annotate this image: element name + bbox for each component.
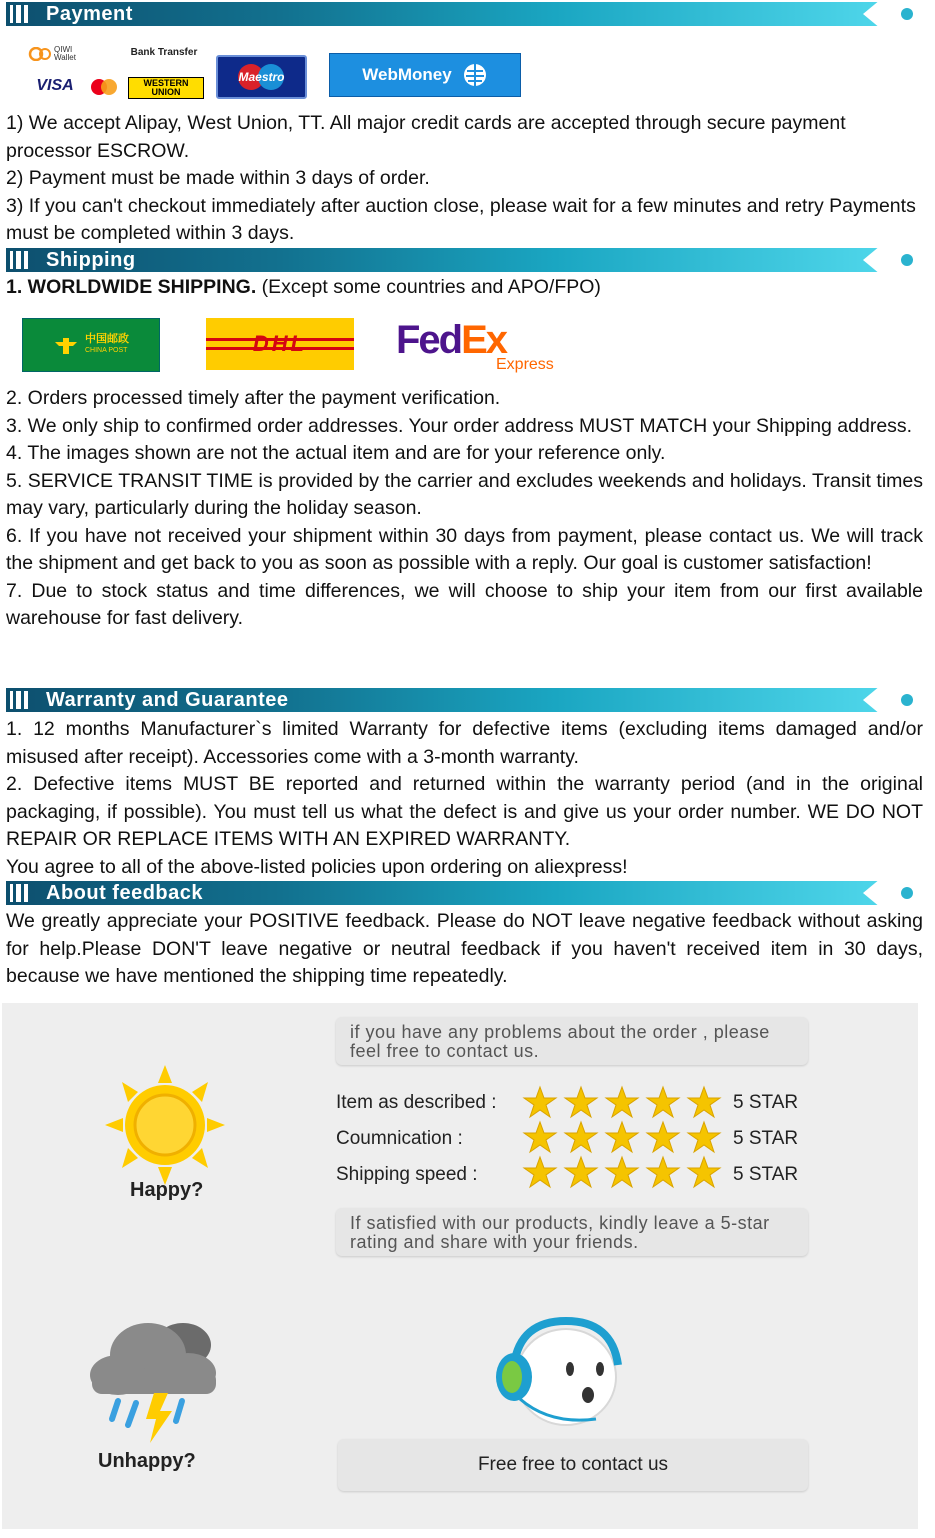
- shipping-title: Shipping: [46, 249, 136, 271]
- visa-logo: [30, 76, 80, 96]
- maestro-logo: [216, 55, 307, 99]
- dhl-label: DHL: [252, 331, 308, 356]
- warranty-title: Warranty and Guarantee: [46, 689, 289, 711]
- star-rating-described: [522, 1085, 722, 1121]
- about-feedback-header: [6, 881, 921, 905]
- shipping-line-7: 7. Due to stock status and time differences, we will choose to ship your item from our first available warehouse for fast delivery.: [6, 579, 923, 629]
- china-post-icon: [53, 334, 79, 356]
- shipping-line-2: 2. Orders processed timely after the payment verification.: [6, 387, 501, 409]
- arrow-tab-icon: [863, 2, 921, 26]
- warranty-text: [6, 716, 923, 881]
- fedex-ex: Ex: [461, 318, 507, 362]
- payment-line-2: 2) Payment must be made within 3 days of order.: [6, 167, 430, 189]
- shipping-first: [6, 274, 923, 302]
- dhl-logo: [206, 318, 354, 370]
- bars-icon: [10, 691, 31, 709]
- sun-icon: [100, 1065, 230, 1185]
- feedback-panel: [2, 1003, 918, 1529]
- shipping-first-bold: 1. WORLDWIDE SHIPPING.: [6, 276, 257, 298]
- shipping-header: [6, 248, 921, 272]
- fedex-logo: [396, 318, 592, 376]
- shipping-line-4: 4. The images shown are not the actual item and are for your reference only.: [6, 442, 666, 464]
- contact-us-button[interactable]: Free free to contact us: [338, 1439, 808, 1491]
- payment-title: Payment: [46, 3, 133, 25]
- arrow-tab-icon: [863, 688, 921, 712]
- about-feedback-paragraph: We greatly appreciate your POSITIVE feedback. Please do NOT leave negative feedback without asking for help.Please DON'T leave negative or neutral feedback if you haven't received item in 30 days, because we have mentioned the shipping time repeatedly.: [6, 910, 923, 987]
- warranty-line-3: You agree to all of the above-listed policies upon ordering on aliexpress!: [6, 855, 628, 878]
- globe-icon: [462, 62, 488, 88]
- arrow-tab-icon: [863, 881, 921, 905]
- arrow-tab-icon: [863, 248, 921, 272]
- contact-note: if you have any problems about the order , please feel free to contact us.: [336, 1017, 808, 1065]
- maestro-label: Maestro: [238, 70, 285, 84]
- rating-label-communication: Coumnication :: [336, 1128, 463, 1149]
- shipping-first-rest: (Except some countries and APO/FPO): [256, 276, 601, 298]
- bars-icon: [10, 884, 31, 902]
- star-rating-communication: [522, 1120, 722, 1156]
- qiwi-label: QIWI Wallet: [54, 45, 76, 62]
- customer-service-icon: [490, 1315, 634, 1433]
- china-post-cn: 中国邮政: [85, 333, 129, 345]
- rating-request-note: If satisfied with our products, kindly leave a 5-star rating and share with your friends.: [336, 1208, 808, 1256]
- payment-line-3: 3) If you can't checkout immediately after auction close, please wait for a few minutes and retry Payments must be completed within 3 days.: [6, 194, 916, 244]
- fedex-sub: Express: [496, 356, 554, 373]
- rating-value-shipping: 5 STAR: [733, 1164, 799, 1185]
- western-union-label: WESTERN UNION: [143, 78, 189, 97]
- rating-value-described: 5 STAR: [733, 1092, 799, 1113]
- happy-label: Happy?: [130, 1179, 204, 1201]
- rating-value-communication: 5 STAR: [733, 1128, 799, 1149]
- qiwi-logo: [28, 44, 106, 64]
- webmoney-logo: [329, 53, 521, 97]
- payment-header: [6, 2, 921, 26]
- china-post-logo: [22, 318, 160, 372]
- shipping-line-6: 6. If you have not received your shipment within 30 days from payment, please contact us. We will track the shipment and get back to you as soon as possible with a reply. Our goal is customer satisfaction!: [6, 524, 923, 574]
- about-feedback-title: About feedback: [46, 882, 204, 904]
- bars-icon: [10, 5, 31, 23]
- rating-label-shipping: Shipping speed :: [336, 1164, 478, 1185]
- unhappy-label: Unhappy?: [98, 1450, 196, 1472]
- visa-label: VISA: [36, 77, 74, 94]
- mastercard-icon: [84, 78, 124, 96]
- bank-transfer-logo: [122, 44, 206, 60]
- star-rating-shipping: [522, 1155, 722, 1191]
- payment-text: [6, 110, 923, 248]
- stars-row: [524, 1087, 720, 1117]
- fedex-fed: Fed: [396, 318, 462, 362]
- about-feedback-text: [6, 908, 923, 991]
- shipping-line-5: 5. SERVICE TRANSIT TIME is provided by the carrier and excludes weekends and holidays. Transit times may vary, particularly during the holiday season.: [6, 469, 923, 519]
- warranty-line-2: 2. Defective items MUST BE reported and returned within the warranty period (and in the original packaging, if possible). You must tell us what the defect is and give us your order number. WE DO NOT REPAIR OR REPLACE ITEMS WITH AN EXPIRED WARRANTY.: [6, 773, 923, 850]
- western-union-logo: [128, 77, 204, 99]
- rating-label-described: Item as described :: [336, 1092, 497, 1113]
- webmoney-label: WebMoney: [362, 65, 452, 84]
- payment-line-1: 1) We accept Alipay, West Union, TT. All major credit cards are accepted through secure payment processor ESCROW.: [6, 112, 846, 162]
- storm-cloud-icon: [88, 1315, 222, 1445]
- shipping-line-3: 3. We only ship to confirmed order addresses. Your order address MUST MATCH your Shipping address.: [6, 414, 913, 437]
- china-post-en: CHINA POST: [85, 347, 128, 354]
- warranty-header: [6, 688, 921, 712]
- bars-icon: [10, 251, 31, 269]
- warranty-line-1: 1. 12 months Manufacturer`s limited Warranty for defective items (excluding items damaged and/or misused after receipt). Accessories come with a 3-month warranty.: [6, 718, 923, 768]
- bank-transfer-label: Bank Transfer: [130, 46, 198, 58]
- shipping-text: [6, 385, 923, 633]
